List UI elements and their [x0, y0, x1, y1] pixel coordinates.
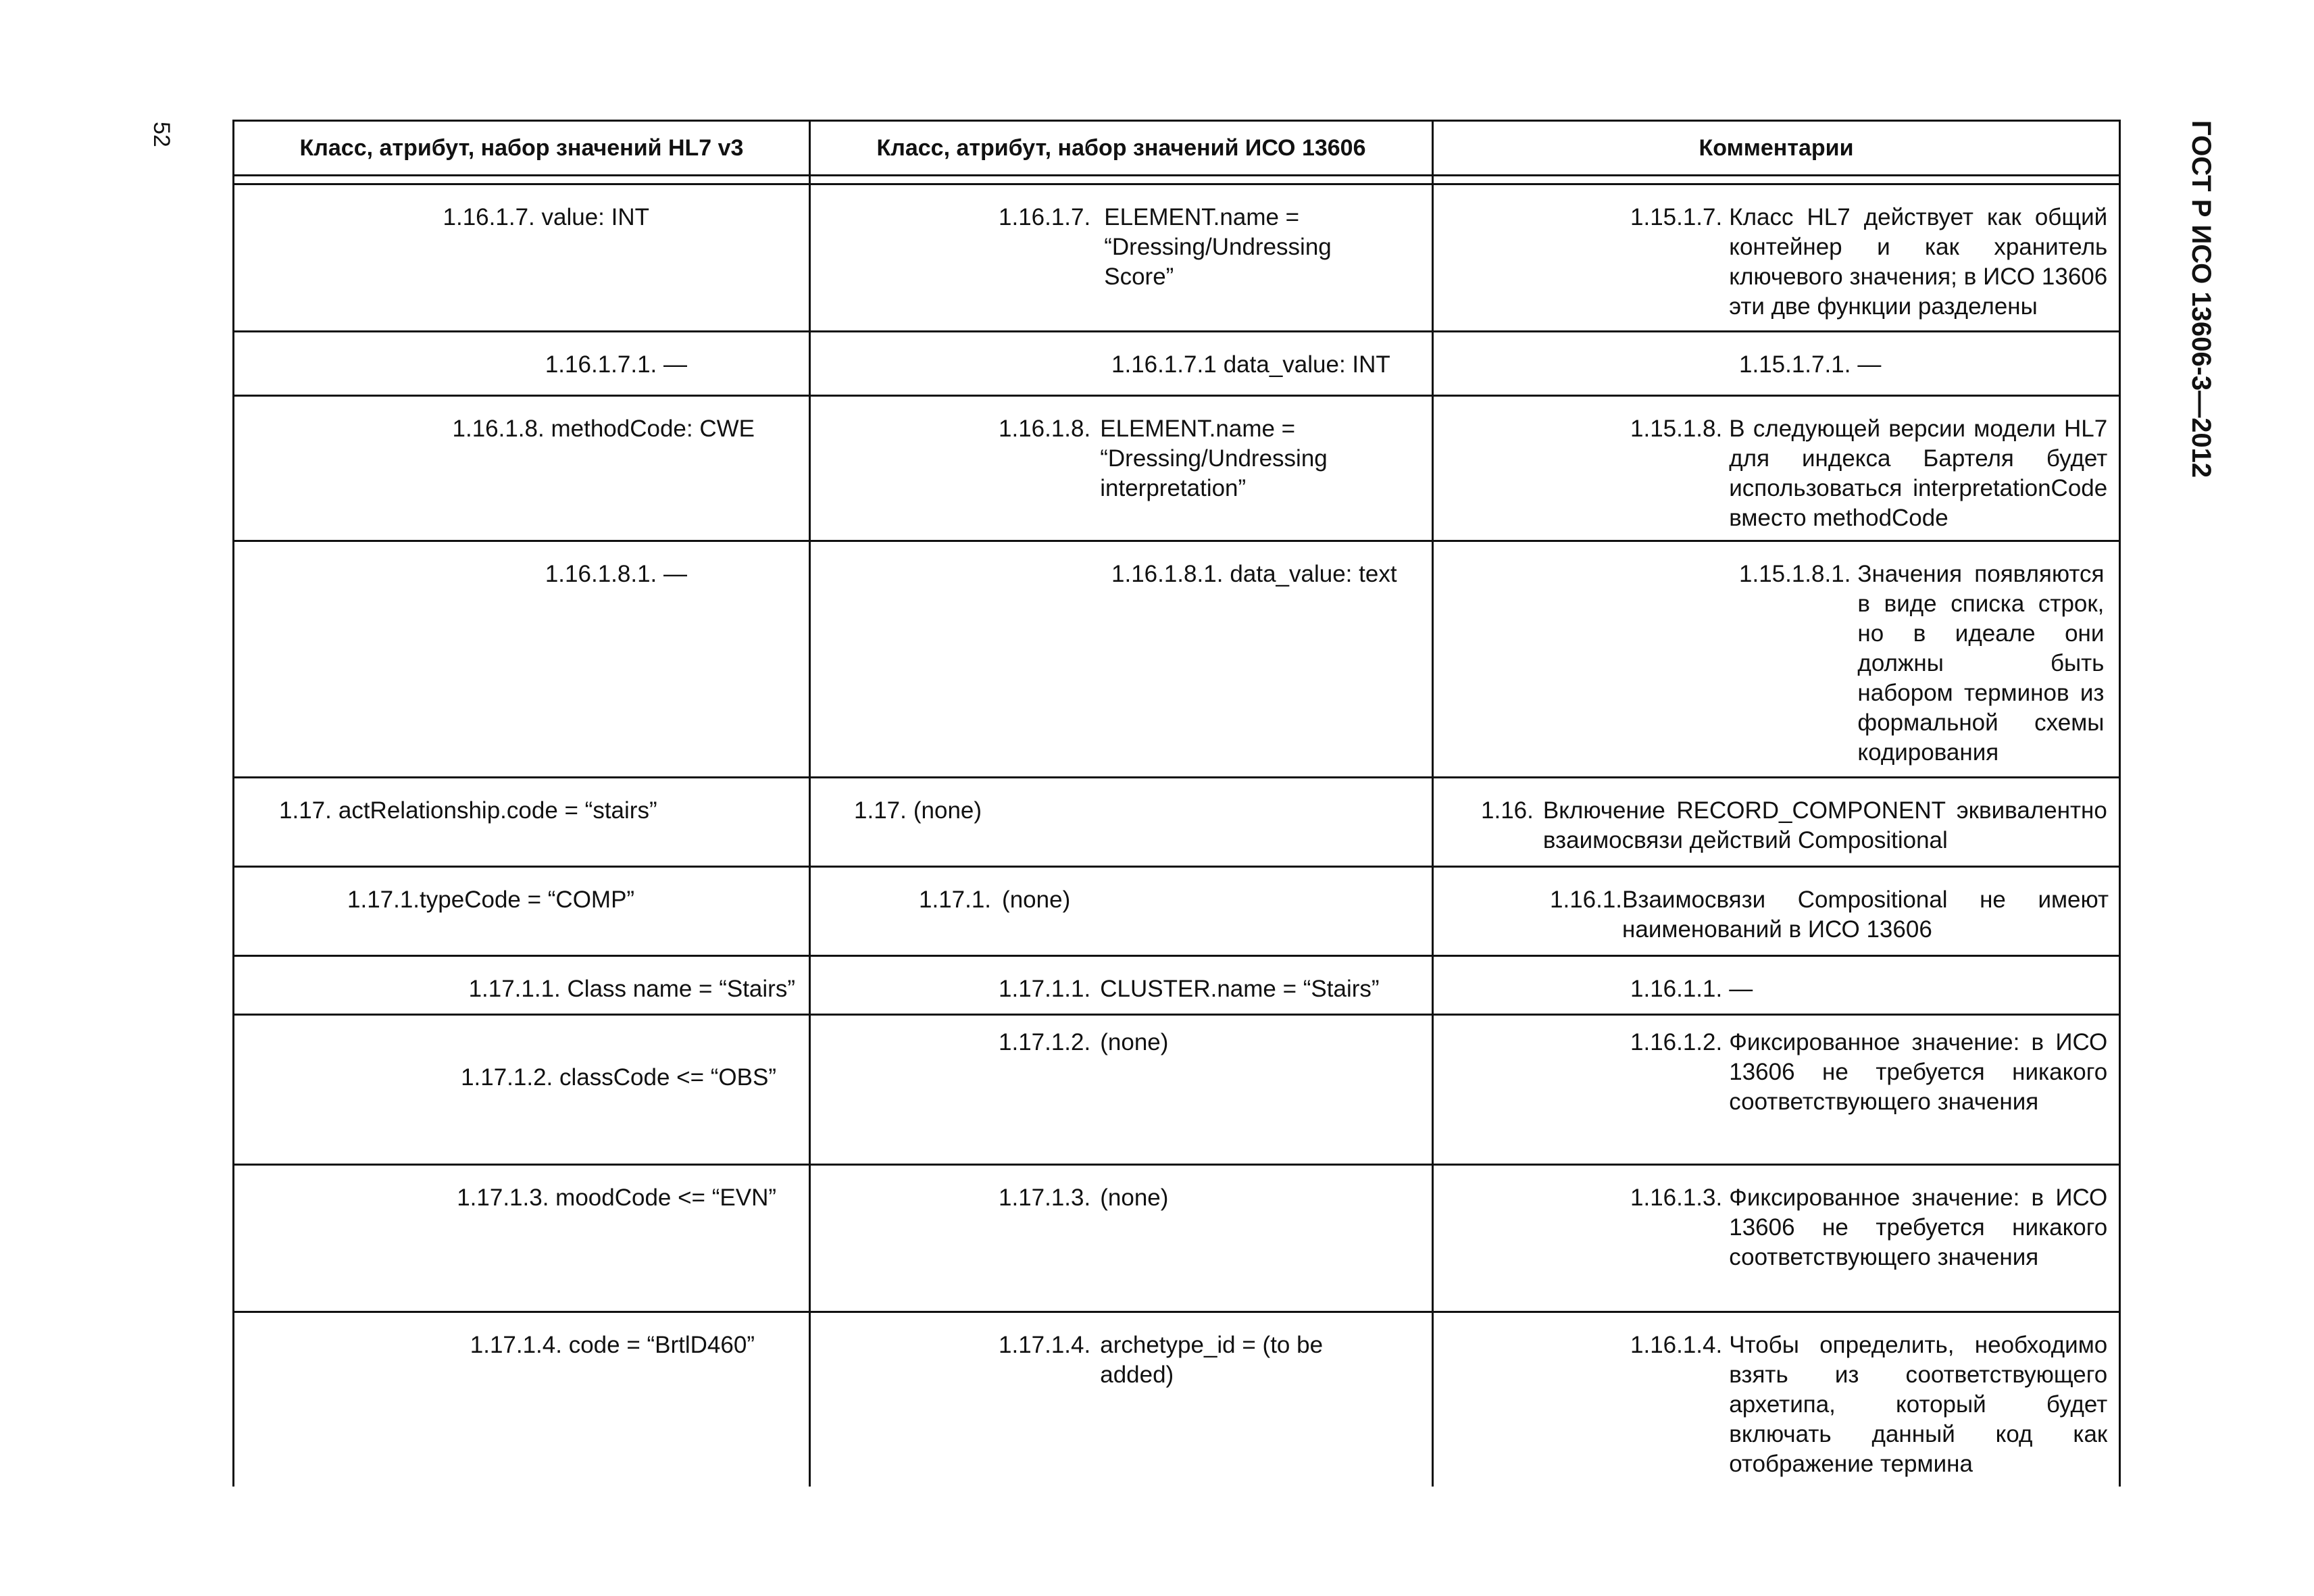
table-row [234, 396, 2120, 541]
comment-text: — [1857, 351, 1882, 378]
iso-number: 1.17.1.3. [999, 1184, 1091, 1211]
hl7-value: — [663, 351, 687, 378]
document-code: ГОСТ Р ИСО 13606-3—2012 [2186, 120, 2216, 478]
comment-number: 1.16.1. [1550, 887, 1623, 913]
iso-value: (none) [913, 797, 982, 824]
hl7-value: — [663, 561, 687, 587]
iso-value: (none) [1002, 887, 1071, 913]
comment-text: Фиксированное значение: в ИСО 13606 не требуется никакого соответствующего значения [1729, 1029, 2108, 1115]
comment-number: 1.15.1.8.1. [1739, 561, 1851, 587]
iso-value: CLUSTER.name = “Stairs” [1100, 976, 1380, 1002]
comment-text: В следующей версии модели HL7 для индекса Бартеля будет использоваться interpretationCode вместо methodCode [1729, 416, 2108, 531]
header-hl7: Класс, атрибут, набор значений HL7 v3 [234, 121, 810, 176]
comment-text: Чтобы определить, необходимо взять из соответствующего архетипа, который будет включать данный код как отображение термина [1729, 1332, 2108, 1477]
table-header-row [234, 121, 2120, 176]
hl7-value: moodCode <= “EVN” [555, 1184, 776, 1211]
comment-text: Класс HL7 действует как общий контейнер и как хранитель ключевого значения; в ИСО 13606 эти две функции разделены [1729, 204, 2108, 320]
header-comments: Комментарии [1433, 121, 2120, 176]
hl7-value: methodCode: CWE [551, 416, 755, 442]
iso-number: 1.17. [854, 797, 907, 824]
iso-number: 1.16.1.7.1 [1111, 351, 1217, 378]
table-row [234, 778, 2120, 867]
hl7-value: actRelationship.code = “stairs” [338, 797, 657, 824]
hl7-number: 1.16.1.7.1. [545, 351, 657, 378]
iso-value: data_value: text [1230, 561, 1397, 587]
hl7-number: 1.17. [279, 797, 332, 824]
hl7-value: code = “BrtlD460” [568, 1332, 755, 1358]
hl7-value: classCode <= “OBS” [559, 1064, 776, 1091]
iso-value: ELEMENT.name = “Dressing/Undressing interpretation” [1100, 416, 1328, 501]
table-row [234, 956, 2120, 1015]
hl7-value: Class name = “Stairs” [567, 976, 795, 1002]
table-row [234, 867, 2120, 956]
header-iso: Класс, атрибут, набор значений ИСО 13606 [810, 121, 1433, 176]
iso-value: ELEMENT.name = “Dressing/Undressing Score” [1104, 204, 1332, 290]
comment-text: — [1729, 976, 1753, 1002]
hl7-number: 1.17.1. [347, 887, 420, 913]
iso-value: archetype_id = (to be added) [1100, 1332, 1324, 1388]
hl7-number: 1.17.1.1. [468, 976, 561, 1002]
comment-number: 1.16.1.1. [1630, 976, 1723, 1002]
hl7-number: 1.17.1.2. [461, 1064, 553, 1091]
hl7-number: 1.17.1.3. [457, 1184, 549, 1211]
table-row [234, 1165, 2120, 1312]
comment-text: Фиксированное значение: в ИСО 13606 не требуется никакого соответствующего значения [1729, 1184, 2108, 1270]
comment-number: 1.15.1.7. [1630, 204, 1723, 230]
table-row [234, 1312, 2120, 1487]
hl7-number: 1.17.1.4. [470, 1332, 562, 1358]
comment-text: Взаимосвязи Compositional не имеют наименований в ИСО 13606 [1622, 887, 2109, 943]
iso-value: data_value: INT [1223, 351, 1390, 378]
comment-number: 1.15.1.8. [1630, 416, 1723, 442]
comment-number: 1.16.1.2. [1630, 1029, 1723, 1055]
comment-number: 1.16. [1481, 797, 1534, 824]
comment-text: Включение RECORD_COMPONENT эквивалентно взаимосвязи действий Compositional [1542, 797, 2107, 853]
iso-number: 1.16.1.8.1. [1111, 561, 1224, 587]
hl7-number: 1.16.1.8.1. [545, 561, 657, 587]
table-row [234, 541, 2120, 778]
iso-number: 1.17.1. [919, 887, 992, 913]
iso-value: (none) [1100, 1029, 1169, 1055]
iso-number: 1.17.1.4. [999, 1332, 1091, 1358]
table-row [234, 184, 2120, 332]
hl7-value: value: INT [541, 204, 649, 230]
iso-number: 1.16.1.8. [999, 416, 1091, 442]
comment-text: Значения появляются в виде списка строк, но в идеале они должны быть набором терминов из формальной схемы кодирования [1857, 561, 2105, 766]
hl7-value: typeCode = “COMP” [420, 887, 635, 913]
hl7-number: 1.16.1.8. [452, 416, 545, 442]
comment-number: 1.15.1.7.1. [1739, 351, 1851, 378]
comment-number: 1.16.1.3. [1630, 1184, 1723, 1211]
table-row [234, 1015, 2120, 1165]
comment-number: 1.16.1.4. [1630, 1332, 1723, 1358]
iso-number: 1.16.1.7. [999, 204, 1091, 230]
table-row [234, 332, 2120, 396]
page-number: 52 [149, 122, 174, 147]
hl7-number: 1.16.1.7. [443, 204, 535, 230]
iso-number: 1.17.1.1. [999, 976, 1091, 1002]
iso-number: 1.17.1.2. [999, 1029, 1091, 1055]
iso-value: (none) [1100, 1184, 1169, 1211]
mapping-table [232, 120, 2121, 1487]
